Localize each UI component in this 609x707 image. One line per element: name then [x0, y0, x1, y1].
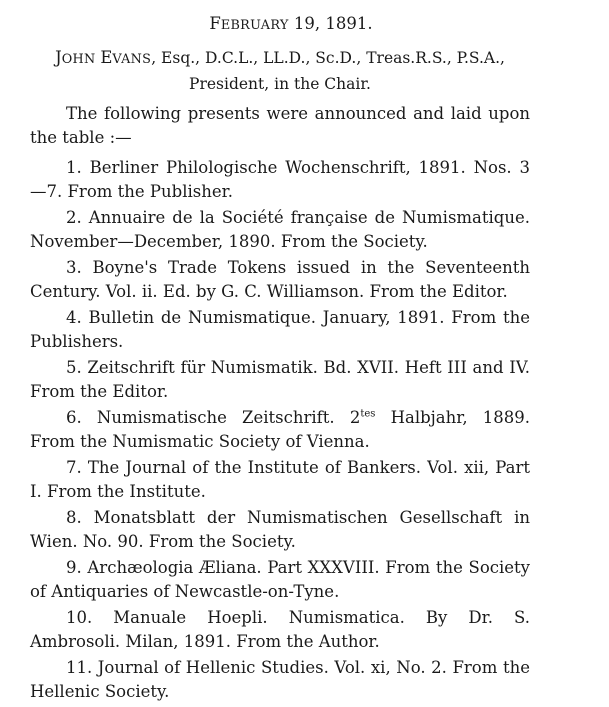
- chair-surname-rest: VANS: [112, 52, 152, 67]
- chair-name-rest: OHN: [61, 52, 96, 67]
- list-item: 7. The Journal of the Institute of Bankers. Vol. xii, Part I. From the Institute.: [30, 458, 530, 501]
- list-item: 10. Manuale Hoepli. Numismatica. By Dr. S. Ambrosoli. Milan, 1891. From the Author.: [30, 608, 530, 651]
- list-item: 3. Boyne's Trade Tokens issued in the Seventeenth Century. Vol. ii. Ed. by G. C. Williamson. From the Editor.: [30, 258, 530, 301]
- chair-statement: [30, 46, 530, 96]
- presents-list: [30, 156, 530, 705]
- chair-name-initial: J: [55, 48, 62, 67]
- intro-paragraph: The following presents were announced and laid upon the table :—: [30, 104, 530, 147]
- superscript: tes: [360, 408, 376, 420]
- chair-line-1: [30, 46, 530, 72]
- chair-surname-initial: E: [100, 48, 113, 67]
- list-item: 2. Annuaire de la Société française de Numismatique. November—December, 1890. From the Society.: [30, 208, 530, 251]
- chair-line-2: President, in the Chair.: [189, 75, 371, 93]
- page-body: [30, 12, 530, 705]
- list-item: 5. Zeitschrift für Numismatik. Bd. XVII. Heft III and IV. From the Editor.: [30, 358, 530, 401]
- date-initial: F: [209, 14, 221, 33]
- list-item: 1. Berliner Philologische Wochenschrift, 1891. Nos. 3—7. From the Publisher.: [30, 158, 530, 201]
- list-item: 4. Bulletin de Numismatique. January, 1891. From the Publishers.: [30, 308, 530, 351]
- date-tail: 19, 1891.: [288, 14, 373, 33]
- list-item-text: 6. Numismatische Zeitschrift. 2: [66, 408, 361, 427]
- meeting-date: [30, 12, 530, 38]
- list-item: 9. Archæologia Æliana. Part XXXVIII. From the Society of Antiquaries of Newcastle-on-Tyne.: [30, 558, 530, 601]
- list-item-text: Halbjahr, 1889. From the Numismatic Society of Vienna.: [30, 408, 530, 451]
- list-item: [30, 406, 530, 455]
- date-smallcaps: EBRUARY: [220, 18, 289, 33]
- list-item: 8. Monatsblatt der Numismatischen Gesellschaft in Wien. No. 90. From the Society.: [30, 508, 530, 551]
- list-item: 11. Journal of Hellenic Studies. Vol. xi, No. 2. From the Hellenic Society.: [30, 658, 530, 701]
- chair-titles: , Esq., D.C.L., LL.D., Sc.D., Treas.R.S., P.S.A.,: [151, 49, 505, 67]
